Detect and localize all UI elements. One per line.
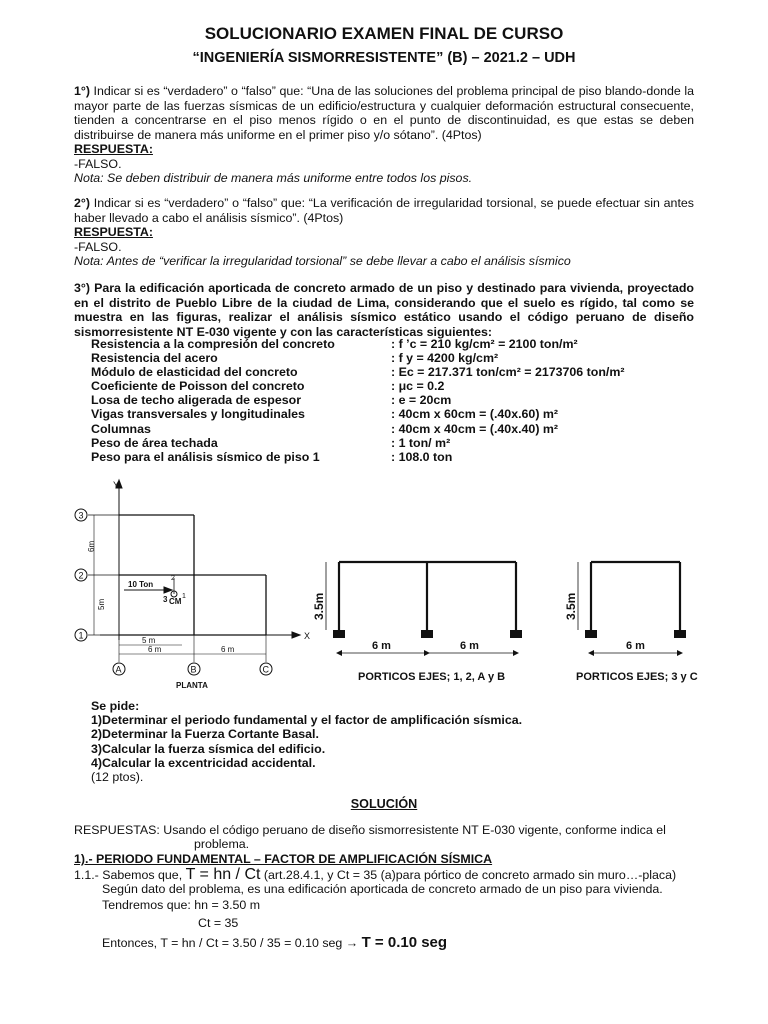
- properties-table: [91, 337, 691, 464]
- solution-line-4: Ct = 35: [198, 916, 239, 930]
- property-row: [91, 436, 691, 450]
- property-row: [91, 422, 691, 436]
- property-row: [91, 450, 691, 464]
- requirements-title: Se pide:: [91, 699, 140, 713]
- frame1-height-label: 3.5m: [312, 592, 326, 620]
- property-value: : 108.0 ton: [391, 449, 453, 464]
- question-3-text: Para la edificación aporticada de concreto armado de un piso y destinado para vivienda, proyectado en el distrito de Pueblo Libre de la ciudad de Lima, considerando que el suelo es rígido, tal como se muestra en las figuras, realizar el análisis sísmico estático usando el código peruano de diseño sismorresistente NT E-030 vigente y con las características siguientes:: [74, 281, 694, 339]
- frame2-span: 6 m: [626, 640, 645, 652]
- formula-period: T = hn / Ct: [185, 866, 261, 883]
- plan-dim-6m-a: 6 m: [148, 645, 162, 654]
- question-1-note: Nota: Se deben distribuir de manera más uniforme entre todos los pisos.: [74, 171, 473, 185]
- plan-dim-6m-b: 6 m: [221, 645, 235, 654]
- col-label-b: B: [190, 664, 197, 675]
- property-value: : 1 ton/ m²: [391, 435, 451, 450]
- structure-figures: [70, 470, 710, 695]
- requirements-list: [91, 699, 691, 784]
- requirement-item: 2)Determinar la Fuerza Cortante Basal.: [91, 727, 319, 742]
- solution-body: [74, 823, 714, 950]
- property-key: Peso para el análisis sísmico de piso 1: [91, 449, 320, 464]
- property-row: [91, 407, 691, 421]
- question-1: [74, 84, 694, 186]
- property-key: Peso de área techada: [91, 435, 218, 450]
- force-arrow-icon: [164, 587, 172, 593]
- cm-dof-1: 1: [182, 593, 186, 600]
- row-label-1: 1: [78, 630, 84, 641]
- plan-dim-5m-vertical: 5m: [97, 598, 106, 610]
- property-key: Resistencia a la compresión del concreto: [91, 337, 335, 351]
- question-3: [74, 281, 694, 339]
- question-2: [74, 196, 694, 269]
- frame-axes-3-c: [564, 562, 698, 683]
- property-value: : Ec = 217.371 ton/cm² = 2173706 ton/m²: [391, 365, 625, 380]
- property-value: : 40cm x 40cm = (.40x.40) m²: [391, 421, 559, 436]
- property-key: Vigas transversales y longitudinales: [91, 407, 305, 422]
- requirement-item: 3)Calcular la fuerza sísmica del edificio.: [91, 741, 326, 756]
- requirements-points: (12 ptos).: [91, 770, 144, 785]
- question-1-answer: -FALSO.: [74, 156, 122, 171]
- question-1-answer-label: RESPUESTA:: [74, 142, 153, 156]
- property-row: [91, 351, 691, 365]
- property-value: : 40cm x 60cm = (.40x.60) m²: [391, 407, 559, 422]
- formula-reference: (art.28.4.1, y Ct = 35 (a)para pórtico de concreto armado sin muro…-placa): [263, 868, 677, 882]
- solution-intro-line2: problema.: [194, 837, 250, 851]
- property-key: Columnas: [91, 421, 151, 436]
- question-1-number: 1°): [74, 84, 90, 98]
- row-markers: [75, 509, 119, 641]
- cm-dof-2: 2: [171, 575, 175, 582]
- solution-line-5: [74, 936, 714, 950]
- property-value: : f y = 4200 kg/cm²: [391, 351, 499, 366]
- frame-axes-1-2-a-b: [312, 562, 522, 683]
- property-key: Resistencia del acero: [91, 351, 218, 366]
- cm-label: CM: [169, 597, 182, 606]
- period-result: T = 0.10 seg: [361, 934, 448, 951]
- force-label: 10 Ton: [128, 580, 154, 589]
- solution-title: SOLUCIÓN: [350, 797, 418, 811]
- property-key: Losa de techo aligerada de espesor: [91, 393, 302, 408]
- solution-line-2: Según dato del problema, es una edificación aporticada de concreto armado de un piso para vivienda.: [102, 882, 663, 896]
- question-2-note: Nota: Antes de “verificar la irregularidad torsional” se debe llevar a cabo el análisis sísmico: [74, 254, 571, 268]
- solution-line-3: Tendremos que: hn = 3.50 m: [102, 898, 261, 912]
- frame2-caption: PORTICOS EJES; 3 y C: [576, 671, 698, 683]
- fixed-support-icons: [585, 630, 686, 638]
- question-2-text: Indicar si es “verdadero” o “falso” que: “La verificación de irregularidad torsional, se puede efectuar sin antes haber llevado a cabo el análisis sísmico”. (4Ptos): [74, 196, 694, 225]
- cm-dof-3: 3: [163, 595, 168, 604]
- floor-plan: [75, 480, 310, 690]
- property-row: [91, 337, 691, 351]
- property-key: Módulo de elasticidad del concreto: [91, 365, 298, 380]
- question-2-answer: -FALSO.: [74, 239, 122, 254]
- row-label-2: 2: [78, 570, 84, 581]
- property-value: : f ’c = 210 kg/cm² = 2100 ton/m²: [391, 337, 578, 351]
- frame1-caption: PORTICOS EJES; 1, 2, A y B: [358, 671, 506, 683]
- plan-dim-6m-vertical: 6m: [87, 540, 96, 552]
- question-2-number: 2°): [74, 196, 90, 210]
- page-subtitle: “INGENIERÍA SISMORRESISTENTE” (B) – 2021.2 – UDH: [192, 50, 576, 66]
- property-key: Coeficiente de Poisson del concreto: [91, 379, 305, 394]
- page-title: SOLUCIONARIO EXAMEN FINAL DE CURSO: [204, 24, 564, 43]
- column-markers: [113, 635, 272, 675]
- property-row: [91, 379, 691, 393]
- requirement-item: 1)Determinar el periodo fundamental y el factor de amplificación sísmica.: [91, 713, 523, 728]
- fixed-support-icons: [333, 630, 522, 638]
- frame1-span2: 6 m: [460, 640, 479, 652]
- row-label-3: 3: [78, 510, 84, 521]
- requirement-item: 4)Calcular la excentricidad accidental.: [91, 755, 316, 770]
- plan-dim-5m: 5 m: [142, 636, 156, 645]
- property-row: [91, 365, 691, 379]
- plan-caption: PLANTA: [176, 681, 208, 690]
- frame1-span1: 6 m: [372, 640, 391, 652]
- question-2-answer-label: RESPUESTA:: [74, 225, 153, 239]
- y-axis-label: Y: [113, 480, 120, 490]
- col-label-a: A: [115, 664, 122, 675]
- x-axis-label: X: [304, 631, 311, 641]
- property-row: [91, 393, 691, 407]
- property-value: : e = 20cm: [391, 393, 452, 408]
- x-axis-arrow-icon: [292, 632, 300, 638]
- question-1-text: Indicar si es “verdadero” o “falso” que: “Una de las soluciones del problema principal de piso blando-donde la mayor parte de las fuerzas sísmicas de un edificio/estructura y cualquier deformación estructural consecuente, tienden a concentrarse en el piso menos rígido o en el punto de discontinuidad, es que estas se deben distribuirse de manera más uniforme en el primer piso y/o sótano”. (4Ptos): [74, 84, 694, 142]
- period-calculation: Entonces, T = hn / Ct = 3.50 / 35 = 0.10 seg →: [102, 936, 359, 950]
- line-prefix: 1.1.- Sabemos que,: [74, 868, 183, 882]
- solution-line-1-1: [74, 868, 714, 882]
- property-value: : μc = 0.2: [391, 379, 445, 394]
- col-label-c: C: [262, 664, 269, 675]
- solution-intro-line1: RESPUESTAS: Usando el código peruano de diseño sismorresistente NT E-030 vigente, conforme indica el: [74, 823, 666, 837]
- frame2-height-label: 3.5m: [564, 592, 578, 620]
- question-3-number: 3°): [74, 281, 90, 295]
- section-heading: 1).- PERIODO FUNDAMENTAL – FACTOR DE AMPLIFICACIÓN SÍSMICA: [74, 852, 493, 866]
